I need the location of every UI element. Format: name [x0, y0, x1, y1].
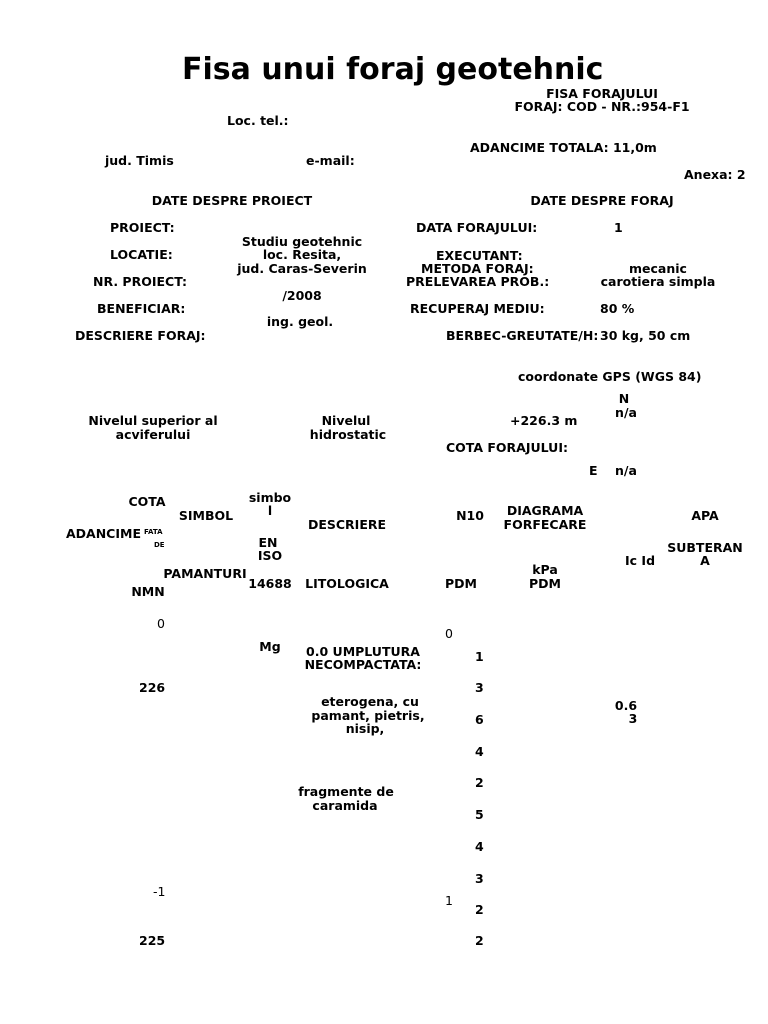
n10-value: 4: [475, 744, 484, 759]
n10-value: 6: [475, 712, 484, 727]
cota-226: 226: [139, 680, 166, 695]
metoda-foraj-label: METODA FORAJ:: [421, 261, 534, 276]
data-forajului-label: DATA FORAJULUI:: [416, 220, 538, 235]
gps-n-value: n/a: [615, 405, 637, 420]
nivel-superior-line2: acviferului: [115, 427, 191, 442]
recuperaj-value: 80 %: [600, 301, 635, 316]
n10-value: 2: [475, 902, 484, 917]
col-kpa: kPa: [532, 562, 558, 577]
inginer-label: ing. geol.: [266, 314, 334, 329]
date-proiect-heading: DATE DESPRE PROIECT: [151, 193, 313, 208]
prelevarea-label: PRELEVAREA PROB.:: [406, 274, 550, 289]
desc-line3: nisip,: [345, 721, 385, 736]
col-adancime: ADANCIME: [66, 526, 141, 541]
fragmente-line2: caramida: [312, 798, 378, 813]
executant-label: EXECUTANT:: [436, 248, 523, 263]
layer-name-line1: 0.0 UMPLUTURA: [306, 644, 420, 659]
foraj-cod-label: FORAJ: COD - NR.:954-F1: [514, 99, 690, 114]
n10-value: 3: [475, 871, 484, 886]
depth-minus-1: -1: [153, 884, 166, 899]
studiu-line1: Studiu geotehnic: [241, 234, 363, 249]
col-simbol2-line2: l: [267, 503, 273, 518]
col-iso-14688: 14688: [248, 576, 292, 591]
pdm-0: 0: [445, 626, 453, 641]
nivel-hidrostatic-line1: Nivelul: [321, 413, 371, 428]
col-simbol2-line1: simbo: [248, 490, 292, 505]
studiu-line2: loc. Resita,: [262, 247, 342, 262]
gps-e-value: n/a: [615, 463, 637, 478]
col-pamanturi: PAMANTURI: [163, 566, 247, 581]
locatie-label: LOCATIE:: [110, 247, 173, 262]
cota-225: 225: [139, 933, 166, 948]
layer-name-line2: NECOMPACTATA:: [304, 657, 422, 672]
n10-value: 4: [475, 839, 484, 854]
ic-value-line1: 0.6: [614, 698, 638, 713]
col-de: DE: [154, 541, 165, 549]
proiect-label: PROIECT:: [110, 220, 175, 235]
page-title: Fisa unui foraj geotehnic: [182, 52, 604, 87]
berbec-value: 30 kg, 50 cm: [600, 328, 691, 343]
n10-value: 2: [475, 933, 484, 948]
data-forajului-value: 1: [614, 220, 623, 235]
col-pdm-diagrama: PDM: [529, 576, 561, 591]
ic-value-line2: 3: [628, 711, 638, 726]
col-en: EN: [258, 535, 278, 550]
fragmente-line1: fragmente de: [298, 784, 394, 799]
fisa-forajului-label: FISA FORAJULUI: [546, 86, 658, 101]
col-diagrama-line1: DIAGRAMA: [506, 503, 584, 518]
col-simbol: SIMBOL: [178, 508, 234, 523]
jud-label: jud. Timis: [105, 153, 174, 168]
beneficiar-label: BENEFICIAR:: [97, 301, 186, 316]
pdm-1: 1: [445, 893, 453, 908]
col-litologica: LITOLOGICA: [305, 576, 389, 591]
col-iso: ISO: [257, 548, 283, 563]
recuperaj-label: RECUPERAJ MEDIU:: [410, 301, 545, 316]
depth-0: 0: [157, 616, 165, 631]
n10-value: 2: [475, 775, 484, 790]
loc-tel-label: Loc. tel.:: [227, 113, 289, 128]
gps-label: coordonate GPS (WGS 84): [518, 369, 702, 384]
gps-n-label: N: [618, 391, 630, 406]
col-diagrama-line2: FORFECARE: [503, 517, 587, 532]
metoda-foraj-value: mecanic: [629, 261, 687, 276]
n10-value: 5: [475, 807, 484, 822]
desc-line1: eterogena, cu: [321, 694, 419, 709]
nr-proiect-label: NR. PROIECT:: [93, 274, 188, 289]
nivel-hidrostatic-line2: hidrostatic: [309, 427, 387, 442]
date-foraj-heading: DATE DESPRE FORAJ: [530, 193, 674, 208]
col-apa: APA: [691, 508, 719, 523]
cota-forajului-label: COTA FORAJULUI:: [446, 440, 568, 455]
studiu-line3: jud. Caras-Severin: [237, 261, 367, 276]
adancime-totala-label: ADANCIME TOTALA: 11,0m: [470, 140, 657, 155]
simbol-mg: Mg: [259, 639, 281, 654]
col-ic-id: Ic Id: [625, 553, 656, 568]
n10-value: 1: [475, 649, 484, 664]
col-fata: FATA: [144, 528, 163, 536]
berbec-label: BERBEC-GREUTATE/H:: [446, 328, 599, 343]
col-pdm: PDM: [445, 576, 477, 591]
col-descriere: DESCRIERE: [307, 517, 387, 532]
n10-value: 3: [475, 680, 484, 695]
email-label: e-mail:: [306, 153, 355, 168]
cota-forajului-value: +226.3 m: [510, 413, 578, 428]
nr-proiect-value: /2008: [282, 288, 322, 303]
col-n10: N10: [456, 508, 484, 523]
col-subteran-line2: A: [700, 553, 710, 568]
col-subteran-line1: SUBTERAN: [667, 540, 743, 555]
desc-line2: pamant, pietris,: [311, 708, 425, 723]
nivel-superior-line1: Nivelul superior al: [88, 413, 218, 428]
anexa-label: Anexa: 2: [684, 167, 746, 182]
col-nmn: NMN: [131, 584, 165, 599]
col-cota: COTA: [128, 494, 166, 509]
prelevarea-value: carotiera simpla: [600, 274, 716, 289]
descriere-foraj-label: DESCRIERE FORAJ:: [75, 328, 206, 343]
gps-e-label: E: [589, 463, 598, 478]
